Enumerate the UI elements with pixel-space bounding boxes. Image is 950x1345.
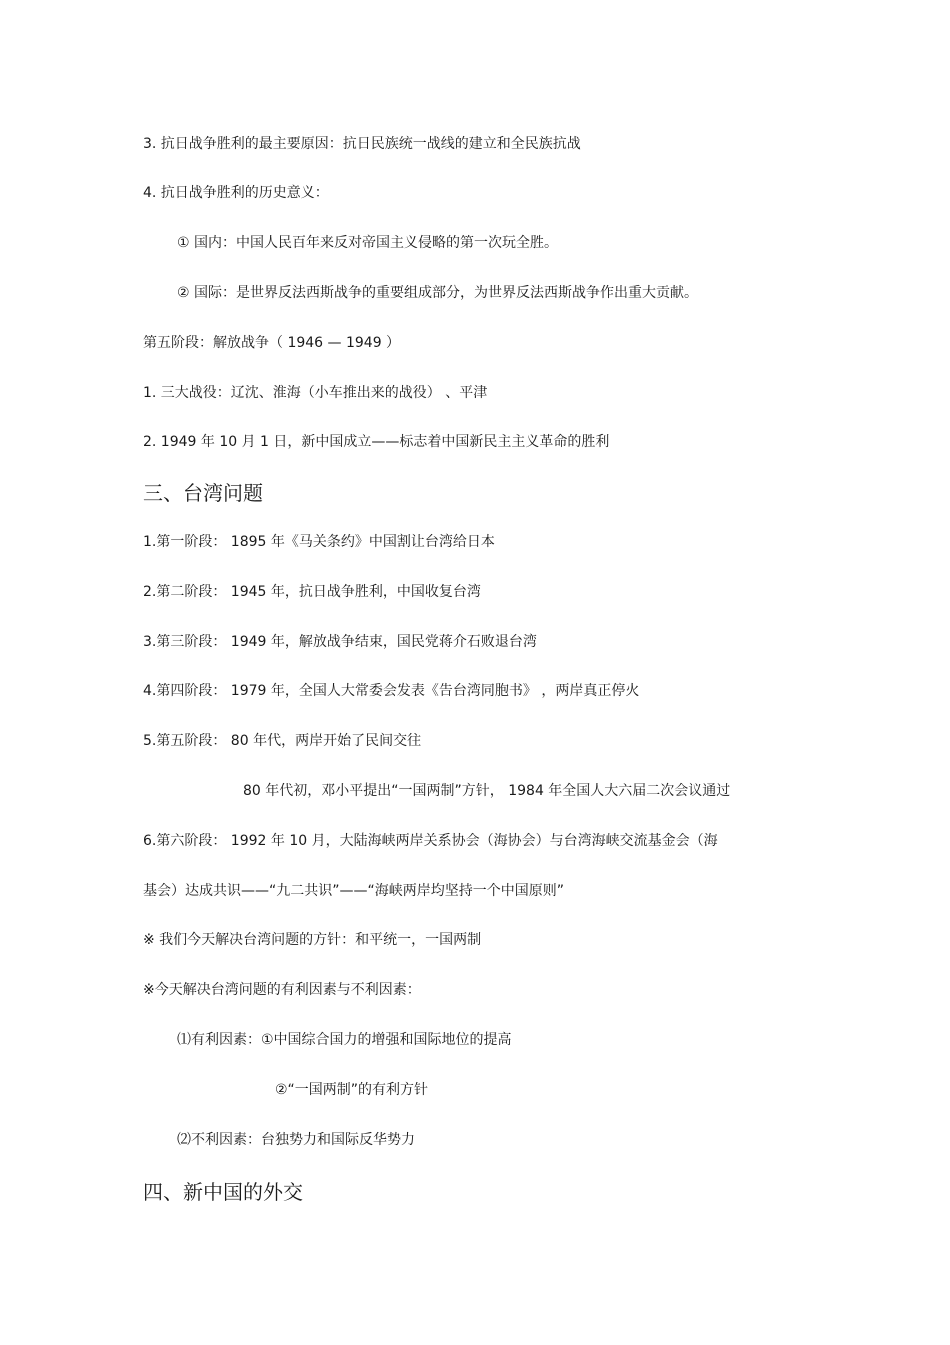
section-heading-taiwan: 三、台湾问题	[143, 481, 263, 505]
favorable-factors-2: ②“一国两制”的有利方针	[275, 1082, 429, 1098]
taiwan-stage-5: 5.第五阶段： 80 年代，两岸开始了民间交往	[143, 733, 422, 749]
taiwan-stage-5-cont: 80 年代初，邓小平提出“一国两制”方针， 1984 年全国人大六届二次会议通过	[243, 783, 731, 799]
stage-five-title: 第五阶段：解放战争（ 1946 — 1949 ）	[143, 335, 401, 351]
taiwan-factors-note: ※今天解决台湾问题的有利因素与不利因素：	[143, 982, 421, 998]
taiwan-stage-6-cont: 基会）达成共识——“九二共识”——“海峡两岸均坚持一个中国原则”	[143, 883, 565, 899]
favorable-factors: ⑴有利因素：①中国综合国力的增强和国际地位的提高	[177, 1032, 512, 1048]
taiwan-stage-1: 1.第一阶段： 1895 年《马关条约》中国割让台湾给日本	[143, 534, 495, 550]
taiwan-stage-4: 4.第四阶段： 1979 年，全国人大常委会发表《告台湾同胞书》 ，两岸真正停火	[143, 683, 640, 699]
taiwan-stage-3: 3.第三阶段： 1949 年，解放战争结束，国民党蒋介石败退台湾	[143, 634, 537, 650]
three-campaigns-line: 1. 三大战役：辽沈、淮海（小车推出来的战役） 、平津	[143, 385, 488, 401]
taiwan-stage-6: 6.第六阶段： 1992 年 10 月，大陆海峡两岸关系协会（海协会）与台湾海峡交流基金会（海	[143, 833, 718, 849]
significance-domestic: ① 国内：中国人民百年来反对帝国主义侵略的第一次玩全胜。	[177, 235, 558, 251]
unfavorable-factors: ⑵不利因素：台独势力和国际反华势力	[177, 1132, 415, 1148]
significance-international: ② 国际：是世界反法西斯战争的重要组成部分，为世界反法西斯战争作出重大贡献。	[177, 285, 698, 301]
significance-line: 4. 抗日战争胜利的历史意义：	[143, 185, 329, 201]
section-heading-diplomacy: 四、新中国的外交	[143, 1180, 303, 1204]
taiwan-policy-note: ※ 我们今天解决台湾问题的方针：和平统一，一国两制	[143, 932, 482, 948]
reason-line: 3. 抗日战争胜利的最主要原因：抗日民族统一战线的建立和全民族抗战	[143, 136, 581, 152]
prc-founding-line: 2. 1949 年 10 月 1 日，新中国成立——标志着中国新民主主义革命的胜利	[143, 434, 610, 450]
taiwan-stage-2: 2.第二阶段： 1945 年，抗日战争胜利，中国收复台湾	[143, 584, 481, 600]
